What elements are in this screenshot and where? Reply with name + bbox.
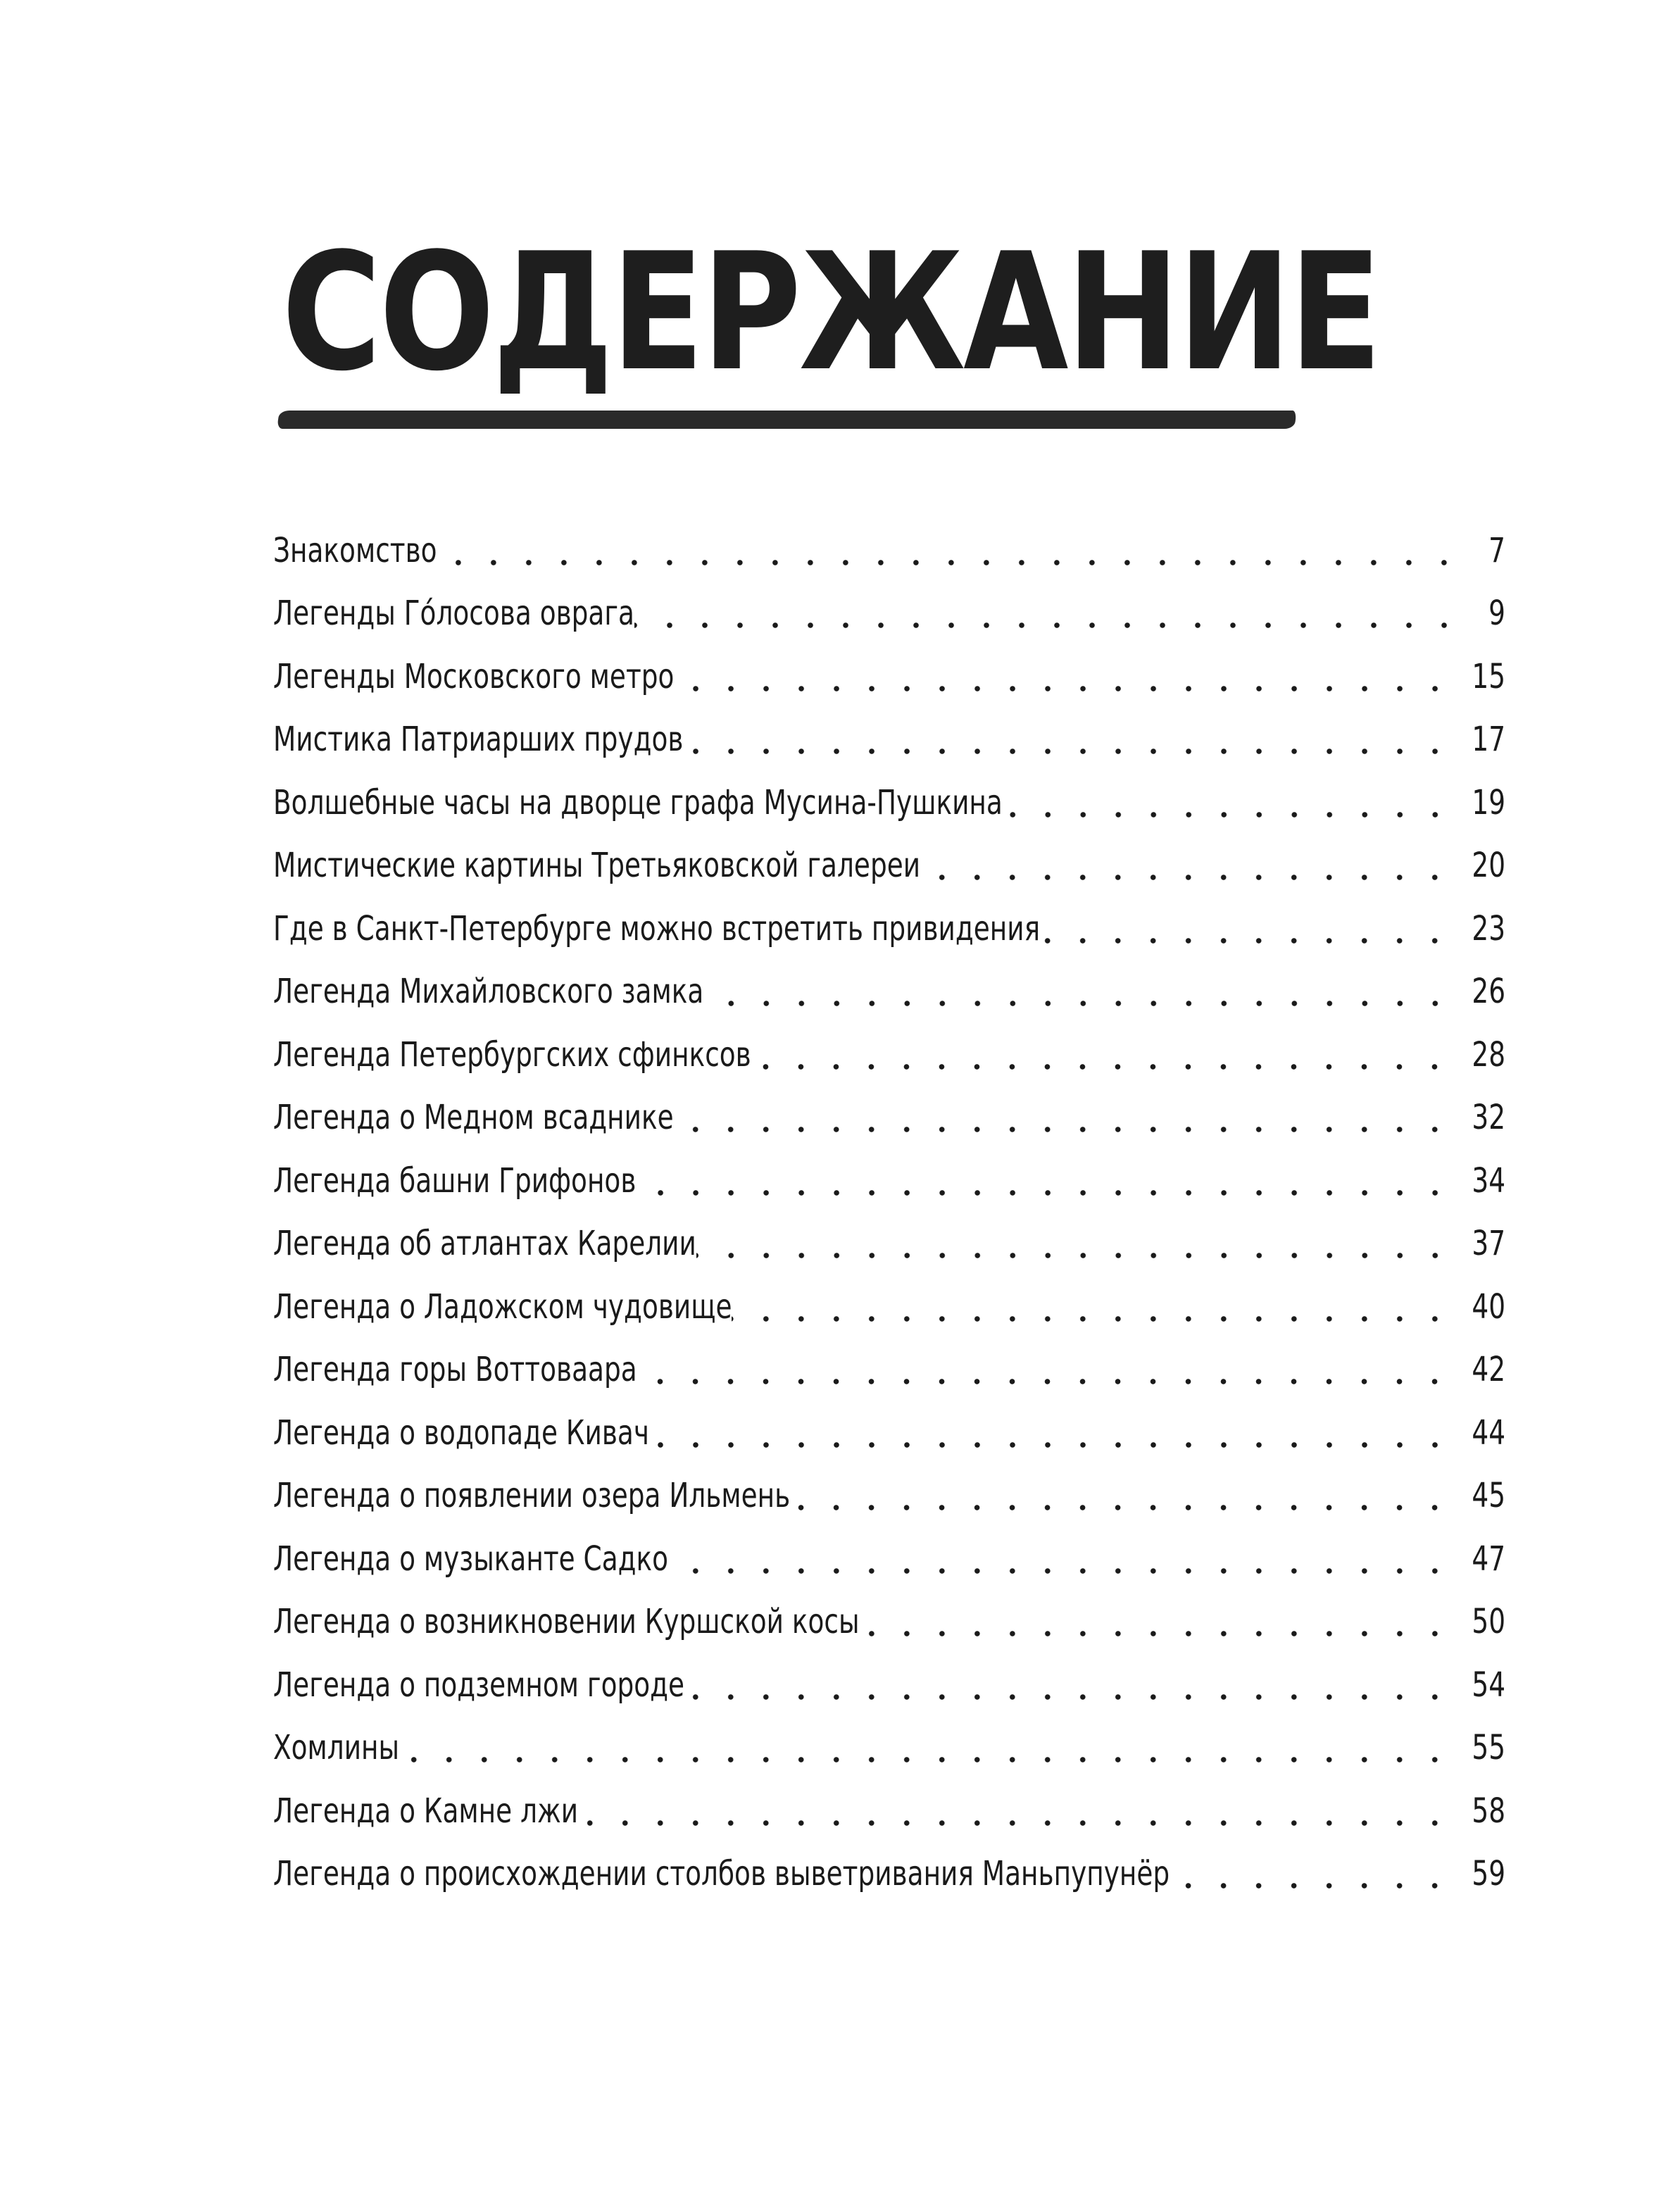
dot-leader: [649, 1440, 1453, 1450]
toc-entry[interactable]: [273, 1774, 1505, 1838]
toc-entry-page: 50: [1472, 1602, 1505, 1641]
toc-entry-title: Легенда о Медном всаднике: [273, 1098, 674, 1137]
toc-entry[interactable]: [273, 1082, 1505, 1145]
dot-leader: [704, 998, 1453, 1008]
page-title: СОДЕРЖАНИЕ: [282, 219, 1380, 407]
toc-entry-page: 59: [1472, 1854, 1505, 1893]
toc-entry[interactable]: [273, 640, 1505, 703]
dot-leader: [673, 1125, 1453, 1134]
toc-entry[interactable]: [273, 703, 1505, 767]
toc-entry-title: Легенды Московского метро: [273, 656, 675, 696]
toc-entry-title: Знакомство: [273, 530, 437, 570]
toc-entry-title: Легенда об атлантах Карелии: [273, 1224, 696, 1263]
toc-entry-title: Легенда о Ладожском чудовище: [273, 1286, 732, 1327]
toc-entry-page: 23: [1472, 908, 1505, 948]
dot-leader: [634, 620, 1462, 630]
toc-entry-title: Легенда о возникновении Куршской косы: [273, 1602, 860, 1641]
toc-entry[interactable]: [273, 1586, 1505, 1649]
toc-entry-title: Хомлины: [273, 1728, 400, 1767]
toc-entry-page: 37: [1472, 1224, 1505, 1263]
toc-entry-page: 7: [1488, 530, 1505, 570]
toc-entry-page: 42: [1472, 1350, 1505, 1389]
dot-leader: [696, 1251, 1453, 1260]
toc-entry-title: Легенда о появлении озера Ильмень: [273, 1476, 791, 1515]
toc-entry-page: 9: [1488, 594, 1505, 633]
toc-entry[interactable]: [273, 1018, 1505, 1082]
toc-entry-title: Легенда Петербургских сфинксов: [273, 1034, 751, 1075]
table-of-contents: [273, 514, 1505, 1901]
toc-entry-title: Легенда о Камне лжи: [273, 1791, 579, 1831]
toc-entry-title: Легенда о музыканте Садко: [273, 1539, 669, 1579]
dot-leader: [859, 1629, 1453, 1639]
toc-entry[interactable]: [273, 1334, 1505, 1397]
dot-leader: [1170, 1881, 1453, 1891]
dot-leader: [790, 1503, 1453, 1513]
toc-entry-title: Мистические картины Третьяковской галереи: [273, 846, 921, 885]
dot-leader: [668, 1566, 1453, 1576]
toc-entry-page: 58: [1472, 1791, 1505, 1831]
toc-entry[interactable]: [273, 1270, 1505, 1334]
toc-entry-title: Легенда башни Грифонов: [273, 1160, 637, 1201]
toc-entry[interactable]: [273, 956, 1505, 1019]
dot-leader: [399, 1755, 1453, 1765]
toc-entry[interactable]: [273, 1712, 1505, 1775]
toc-entry-title: Легенда о водопаде Кивач: [273, 1413, 649, 1453]
toc-entry[interactable]: [273, 577, 1505, 641]
dot-leader: [751, 1062, 1452, 1072]
dot-leader: [578, 1818, 1453, 1828]
toc-entry[interactable]: [273, 1648, 1505, 1712]
dot-leader: [920, 872, 1453, 882]
dot-leader: [437, 558, 1462, 568]
dot-leader: [637, 1377, 1453, 1386]
toc-entry-title: Легенда о подземном городе: [273, 1665, 685, 1705]
title-underline-brushstroke: [277, 411, 1297, 429]
toc-entry[interactable]: [273, 1396, 1505, 1460]
toc-entry-title: Легенда Михайловского замка: [273, 972, 704, 1011]
toc-entry-page: 44: [1472, 1413, 1505, 1453]
toc-entry-page: 55: [1472, 1728, 1505, 1767]
dot-leader: [684, 746, 1453, 756]
toc-entry[interactable]: [273, 1522, 1505, 1586]
toc-entry[interactable]: [273, 766, 1505, 829]
toc-entry-title: Где в Санкт-Петербурге можно встретить привидения: [273, 908, 1041, 948]
toc-entry-page: 17: [1472, 720, 1505, 759]
toc-entry-page: 19: [1472, 782, 1505, 822]
toc-entry[interactable]: [273, 1144, 1505, 1208]
dot-leader: [1040, 936, 1453, 946]
toc-entry-title: Легенды Го́лосова оврага: [273, 594, 634, 633]
toc-entry-page: 28: [1472, 1034, 1505, 1075]
dot-leader: [732, 1314, 1453, 1324]
toc-entry-title: Легенда горы Воттовaара: [273, 1350, 637, 1389]
dot-leader: [1003, 810, 1453, 820]
toc-entry[interactable]: [273, 892, 1505, 956]
toc-entry-page: 32: [1472, 1098, 1505, 1137]
toc-entry[interactable]: [273, 829, 1505, 893]
toc-entry-title: Легенда о происхождении столбов выветривания Маньпупунёр: [273, 1854, 1170, 1893]
toc-entry[interactable]: [273, 514, 1505, 577]
toc-entry-page: 47: [1472, 1539, 1505, 1579]
dot-leader: [675, 684, 1453, 694]
toc-entry-page: 45: [1472, 1476, 1505, 1515]
toc-entry-page: 40: [1472, 1286, 1505, 1327]
dot-leader: [684, 1692, 1453, 1702]
toc-entry[interactable]: [273, 1838, 1505, 1901]
toc-entry-page: 20: [1472, 846, 1505, 885]
dot-leader: [637, 1188, 1453, 1198]
toc-entry-page: 15: [1472, 656, 1505, 696]
toc-entry-page: 34: [1472, 1160, 1505, 1201]
toc-entry-page: 54: [1472, 1665, 1505, 1705]
toc-entry-title: Мистика Патриарших прудов: [273, 720, 684, 759]
toc-entry[interactable]: [273, 1460, 1505, 1523]
toc-entry-page: 26: [1472, 972, 1505, 1011]
toc-entry-title: Волшебные часы на дворце графа Мусина-Пушкина: [273, 782, 1003, 822]
toc-entry[interactable]: [273, 1208, 1505, 1271]
